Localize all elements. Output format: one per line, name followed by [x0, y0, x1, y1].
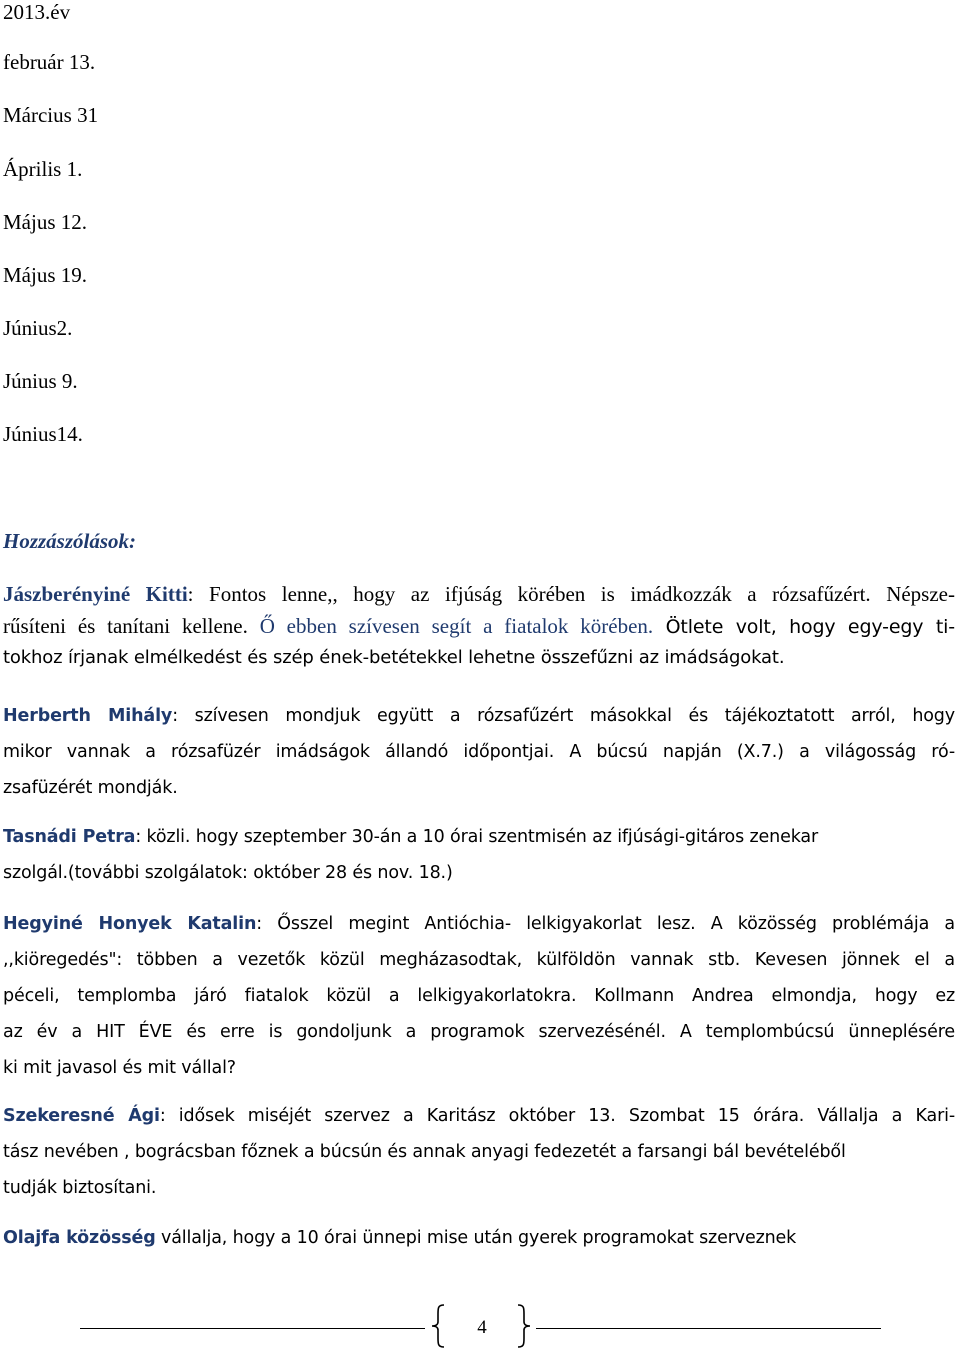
comment-herberth [3, 698, 955, 806]
comment-line: mikor vannak a rózsafüzér imádságok állandó időpontjai. A búcsú napján (X.7.) a világosság ró- [3, 742, 955, 762]
comment-text: : közli. hogy szeptember 30-án a 10 órai szentmisén az ifjúsági-gitáros zenekar [135, 827, 818, 847]
comment-text: rűsíteni és tanítani kellene. [3, 614, 260, 638]
speaker-name: Jászberényiné Kitti [3, 582, 188, 606]
comment-line: zsafüzérét mondják. [3, 778, 178, 798]
comment-line [3, 906, 955, 942]
comment-tasnadi [3, 819, 955, 891]
date-line: Június 9. [3, 369, 78, 393]
speaker-name: Herberth Mihály [3, 706, 173, 726]
comment-line: tokhoz írjanak elmélkedést és szép ének-betétekkel lehetne összefűzni az imádságokat. [3, 647, 785, 668]
date-line: Június2. [3, 316, 73, 340]
comment-text: : idősek miséjét szervez a Karitász október 13. Szombat 15 órára. Vállalja a Kari- [159, 1106, 955, 1126]
date-line: február 13. [3, 50, 96, 74]
comment-line: péceli, templomba járó fiatalok közül a lelkigyakorlatokra. Kollmann Andrea elmondja, hogy ez [3, 986, 955, 1006]
comments-heading: Hozzászólások: [3, 529, 137, 553]
comment-line: az év a HIT ÉVE és erre is gondoljunk a programok szervezésénél. A templombúcsú ünneplésére [3, 1022, 955, 1042]
date-line: Június14. [3, 422, 83, 446]
comment-line: ,,kiöregedés": többen a vezetők közül megházasodtak, külföldön vannak stb. Kevesen jönnek el a [3, 950, 955, 970]
footer-rule-right [536, 1328, 881, 1329]
comment-line [3, 1220, 955, 1256]
comment-hegyine [3, 906, 955, 1086]
date-line: Május 12. [3, 210, 87, 234]
comment-line: ki mit javasol és mit vállal? [3, 1058, 236, 1078]
comment-line [3, 578, 955, 610]
comment-line [3, 698, 955, 734]
year-line: 2013.év [3, 0, 71, 24]
left-brace-icon [430, 1304, 446, 1348]
page-number: 4 [477, 1317, 487, 1338]
comment-line: tász nevében , bográcsban főznek a búcsún és annak anyagi fedezetét a farsangi bál bevételéből [3, 1142, 846, 1162]
date-line: Április 1. [3, 157, 83, 181]
speaker-name: Olajfa közösség [3, 1228, 156, 1248]
speaker-name: Tasnádi Petra [3, 827, 136, 847]
speaker-name: Hegyiné Honyek Katalin [3, 914, 257, 934]
comment-olajfa [3, 1220, 955, 1256]
comment-szekeresne [3, 1098, 955, 1206]
comment-text: Ötlete volt, hogy egy-egy ti- [653, 616, 955, 638]
comment-text: vállalja, hogy a 10 órai ünnepi mise után gyerek programokat szerveznek [155, 1228, 797, 1248]
comment-line: tudják biztosítani. [3, 1178, 157, 1198]
comment-kitti [3, 578, 955, 674]
comment-line [3, 610, 955, 642]
comment-text: : Fontos lenne,, hogy az ifjúság körében is imádkozzák a rózsafűzért. Népsze- [187, 582, 955, 606]
comment-line [3, 819, 955, 855]
date-line: Március 31 [3, 103, 99, 127]
speaker-name: Szekeresné Ági [3, 1106, 160, 1126]
comment-line [3, 1098, 955, 1134]
page-footer [0, 1300, 960, 1348]
date-line: Május 19. [3, 263, 87, 287]
footer-rule-left [80, 1328, 425, 1329]
comment-text-highlight: Ő ebben szívesen segít a fiatalok körében. [259, 614, 654, 638]
right-brace-icon [516, 1304, 532, 1348]
comment-text: : szívesen mondjuk együtt a rózsafűzért másokkal és tájékoztatott arról, hogy [172, 706, 955, 726]
comment-line: szolgál.(további szolgálatok: október 28 és nov. 18.) [3, 863, 453, 883]
comment-text: : Ősszel megint Antióchia- lelkigyakorlat lesz. A közösség problémája a [256, 914, 955, 934]
